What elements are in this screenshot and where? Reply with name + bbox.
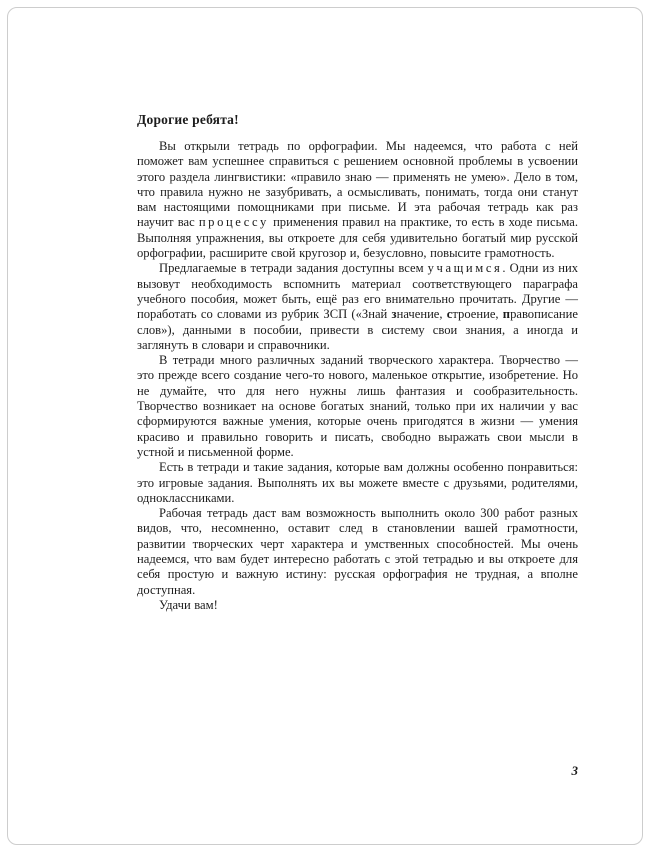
- text-run: Рабочая тетрадь даст вам возможность выполнить около 300 работ разных видов, что, несомненно, оставит след в становлении вашей грамотности, развитии творческих черт характера и умственных способностей. Мы очень надеемся, что вам будет интересно работать с этой тетрадью и вы откроете для себя простую и важную истину: русская орфография не трудная, а вполне доступная.: [137, 506, 578, 597]
- text-run: п: [502, 307, 511, 322]
- page-number: 3: [571, 763, 578, 778]
- paragraph: [137, 261, 578, 353]
- text-run: с: [446, 307, 453, 322]
- page-title: Дорогие ребята!: [137, 112, 239, 127]
- text-run: учащимся: [427, 261, 503, 276]
- paragraph: [137, 353, 578, 460]
- paragraph: [137, 139, 578, 261]
- text-run: процессу: [198, 215, 269, 230]
- paragraph: [137, 460, 578, 506]
- text-run: троение,: [452, 307, 503, 322]
- text-run: применения правил на практике, то есть в ходе письма. Выполняя упражнения, вы откроете для себя удивительно богатый мир русской орфографии, расширите свой кругозор и, безусловно, повысите грамотность.: [137, 215, 578, 261]
- text-run: Вы открыли тетрадь по орфографии. Мы надеемся, что работа с ней поможет вам успешнее справиться с решением основной проблемы в усвоении этого раздела лингвистики: «правило знаю — применять не умею». Дело в том, что правила нужно не зазубривать, а осмысливать, понимать, тогда они станут вам настоящими помощниками при письме. И эта рабочая тетрадь как раз научит вас: [137, 139, 578, 230]
- text-run: Есть в тетради и такие задания, которые вам должны особенно понравиться: это игровые задания. Выполнять их вы можете вместе с друзьями, родителями, одноклассниками.: [137, 460, 578, 505]
- text-run: Предлагаемые в тетради задания доступны всем: [159, 261, 428, 276]
- text-run: начение,: [396, 307, 447, 322]
- text-run: . Одни из них вызовут необходимость вспомнить материал соответствующего параграфа учебного пособия, может быть, ещё раз его внимательно прочитать. Другие — поработать со словами из рубрик ЗСП («Знай: [137, 261, 578, 322]
- text-run: з: [391, 307, 397, 322]
- body-paragraphs: [137, 139, 578, 598]
- closing-line: Удачи вам!: [159, 597, 218, 612]
- text-run: равописание слов»), данными в пособии, привести в систему свои знания, а иногда и заглянуть в словари и справочники.: [137, 307, 578, 352]
- paragraph: [137, 506, 578, 598]
- page-content: [137, 112, 578, 613]
- text-run: В тетради много различных заданий творческого характера. Творчество — это прежде всего создание чего-то нового, маленькое открытие, изобретение. Но не думайте, что для него нужны лишь фантазия и сообразительность. Творчество возникает на основе богатых знаний, только при их наличии у вас сформируются важные умения, которые очень пригодятся в жизни — умения красиво и правильно говорить и писать, свободно выражать свои мысли в устной и письменной форме.: [137, 353, 578, 459]
